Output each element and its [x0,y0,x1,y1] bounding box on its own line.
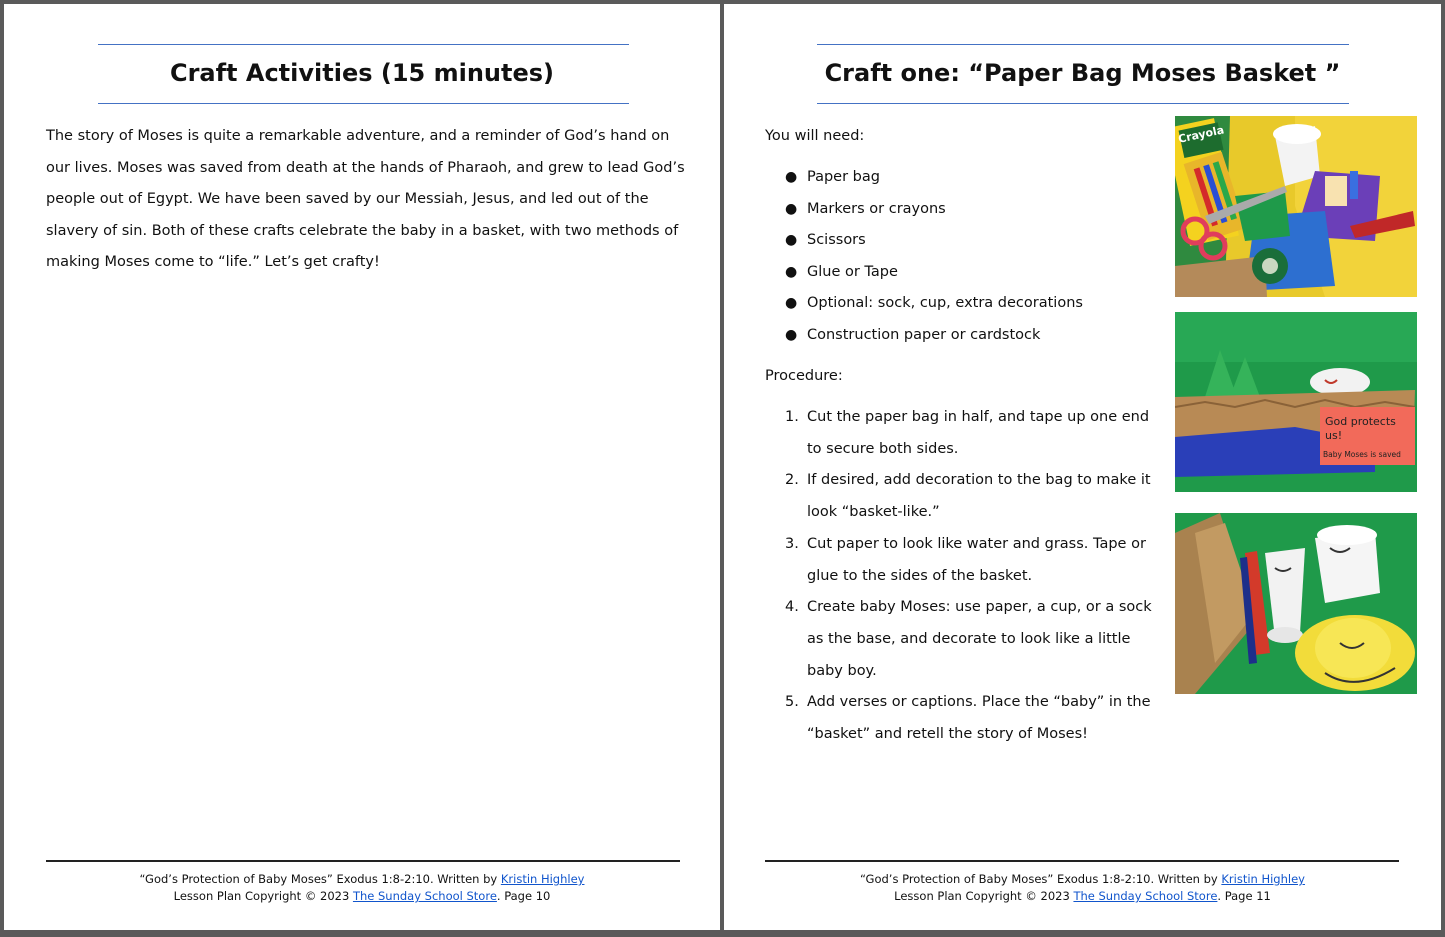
basket-photo [1175,312,1417,492]
basket-caption-line-2: us! [1325,429,1343,442]
footer-line-1 [724,871,1441,888]
bullet-icon: ● [785,263,798,280]
supplies-photo [1175,116,1417,297]
supplies-photo-illustration [1175,116,1417,297]
bullet-icon: ● [785,232,798,249]
footer-line-1 [4,871,720,888]
material-item [765,225,1175,257]
store-link[interactable]: The Sunday School Store [352,889,497,903]
step-number: 4. [785,599,799,616]
page-number: . Page 10 [496,889,551,903]
title-rule-top [817,44,1349,45]
material-item [765,320,1175,352]
basket-photo-illustration [1175,312,1417,492]
bullet-icon: ● [785,295,798,312]
material-text: Optional: sock, cup, extra decorations [807,295,1083,312]
page-title: Craft Activities (15 minutes) [169,59,555,87]
you-will-need-label: You will need: [765,128,865,144]
step-text: Add verses or captions. Place the “baby” in the “basket” and retell the story of Moses! [807,694,1151,743]
material-text: Glue or Tape [807,263,898,280]
page-title: Craft one: “Paper Bag Moses Basket ” [824,59,1341,87]
footer [4,871,720,905]
material-text: Markers or crayons [807,200,946,217]
step-text: Cut paper to look like water and grass. Tape or glue to the sides of the basket. [807,535,1146,584]
material-text: Scissors [807,232,866,249]
procedure-label: Procedure: [765,368,843,384]
right-page [724,4,1441,930]
material-item [765,194,1175,226]
footer-rule [765,860,1399,862]
bullet-icon: ● [785,326,798,343]
basket-caption-line-3: Baby Moses is saved [1323,450,1401,459]
footer-credit-text: “God’s Protection of Baby Moses” Exodus 1:8-2:10. Written by [860,872,1222,886]
intro-paragraph: The story of Moses is quite a remarkable adventure, and a reminder of God’s hand on our lives. Moses was saved from death at the hands of Pharaoh, and grew to lead God’s people out of Egypt. We have been saved by our Messiah, Jesus, and led out of the slavery of sin. Both of these crafts celebrate the baby in a basket, with two methods of making Moses come to “life.” Let’s get crafty! [46,128,685,270]
step-text: If desired, add decoration to the bag to make it look “basket-like.” [807,472,1151,521]
procedure-step [765,687,1165,750]
procedure-step [765,592,1165,687]
step-number: 1. [785,409,799,425]
bullet-icon: ● [785,169,798,185]
procedure-list [765,402,1165,751]
procedure-step [765,529,1165,592]
procedure-step [765,465,1165,528]
crayola-label: Crayola [1177,123,1226,146]
footer-credit-text: “God’s Protection of Baby Moses” Exodus 1:8-2:10. Written by [139,872,501,886]
material-item [765,257,1175,289]
basket-caption-line-1: God protects [1325,415,1396,428]
author-link[interactable]: Kristin Highley [1221,872,1305,886]
page-number: . Page 11 [1217,889,1271,903]
store-link[interactable]: The Sunday School Store [1073,889,1218,903]
material-text: Paper bag [807,169,880,185]
baby-moses-photo [1175,513,1417,694]
step-text: Cut the paper bag in half, and tape up one end to secure both sides. [807,409,1150,457]
footer [724,871,1441,905]
footer-line-2 [724,888,1441,905]
materials-list [765,162,1175,352]
step-number: 5. [785,694,799,711]
step-text: Create baby Moses: use paper, a cup, or a sock as the base, and decorate to look like a little baby boy. [807,599,1152,679]
material-item [765,162,1175,194]
author-link[interactable]: Kristin Highley [500,872,585,886]
material-text: Construction paper or cardstock [807,326,1041,343]
footer-copyright-text: Lesson Plan Copyright © 2023 [894,889,1074,903]
material-item [765,288,1175,320]
baby-moses-photo-illustration [1175,513,1417,694]
left-page [4,4,720,930]
procedure-step [765,402,1165,465]
bullet-icon: ● [785,200,798,217]
title-rule-bottom [817,103,1349,104]
step-number: 3. [785,535,799,552]
footer-line-2 [4,888,720,905]
step-number: 2. [785,472,799,489]
title-rule-top [98,44,629,45]
title-rule-bottom [98,103,629,104]
footer-copyright-text: Lesson Plan Copyright © 2023 [173,889,353,903]
footer-rule [46,860,680,862]
